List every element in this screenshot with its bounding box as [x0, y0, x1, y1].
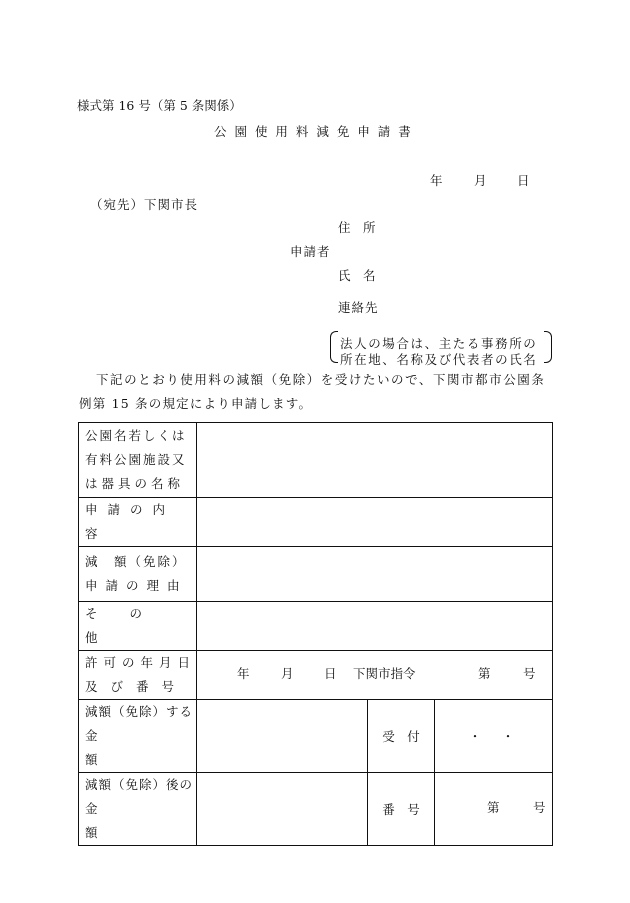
body-text-line1: 下記のとおり使用料の減額（免除）を受けたいので、下関市都市公園条: [96, 372, 546, 387]
date-month: 月: [474, 173, 487, 188]
reason-label: 減 額（免除） 申請の理由: [79, 547, 197, 602]
table-row: [79, 651, 553, 700]
after-reduction-amount-field[interactable]: [197, 773, 368, 846]
corporate-note-line1: 法人の場合は、主たる事務所の: [340, 336, 538, 351]
date-year: 年: [430, 173, 443, 188]
number-label: 番 号: [368, 773, 435, 846]
application-content-label: 申請の内容: [79, 498, 197, 547]
table-row: [79, 423, 553, 498]
applicant-label: 申請者: [290, 244, 331, 259]
other-field[interactable]: [197, 602, 553, 651]
other-label: その他: [79, 602, 197, 651]
page-title: 公 園 使 用 料 減 免 申 請 書: [214, 124, 413, 139]
number-field[interactable]: 第 号: [435, 773, 553, 846]
reduction-amount-label: 減額（免除）する 金額: [79, 700, 197, 773]
after-reduction-amount-label: 減額（免除）後の 金額: [79, 773, 197, 846]
corporate-note-line2: 所在地、名称及び代表者の氏名: [340, 352, 538, 367]
application-content-field[interactable]: [197, 498, 553, 547]
facility-name-field[interactable]: [197, 423, 553, 498]
permit-date-label: 許可の年月日 及び番号: [79, 651, 197, 700]
table-row: [79, 700, 553, 773]
receipt-date-field[interactable]: ・ ・: [435, 700, 553, 773]
table-row: [79, 773, 553, 846]
corporate-note: [330, 331, 552, 367]
table-row: [79, 498, 553, 547]
receipt-label: 受 付: [368, 700, 435, 773]
address-label: 住 所: [338, 220, 376, 235]
reason-field[interactable]: [197, 547, 553, 602]
name-label: 氏 名: [338, 268, 376, 283]
body-text-line2: 例第 15 条の規定により申請します。: [79, 396, 313, 411]
table-row: [79, 547, 553, 602]
facility-name-label: 公園名若しくは 有料公園施設又 は器具の名称: [79, 423, 197, 498]
date-day: 日: [517, 173, 530, 188]
permit-date-field[interactable]: 年 月 日 下関市指令 第 号: [197, 651, 553, 700]
contact-label: 連絡先: [338, 300, 379, 315]
application-table: [78, 422, 553, 846]
table-row: [79, 602, 553, 651]
reduction-amount-field[interactable]: [197, 700, 368, 773]
form-number: 様式第 16 号（第 5 条関係）: [77, 98, 242, 113]
addressee: （宛先）下関市長: [90, 197, 199, 212]
